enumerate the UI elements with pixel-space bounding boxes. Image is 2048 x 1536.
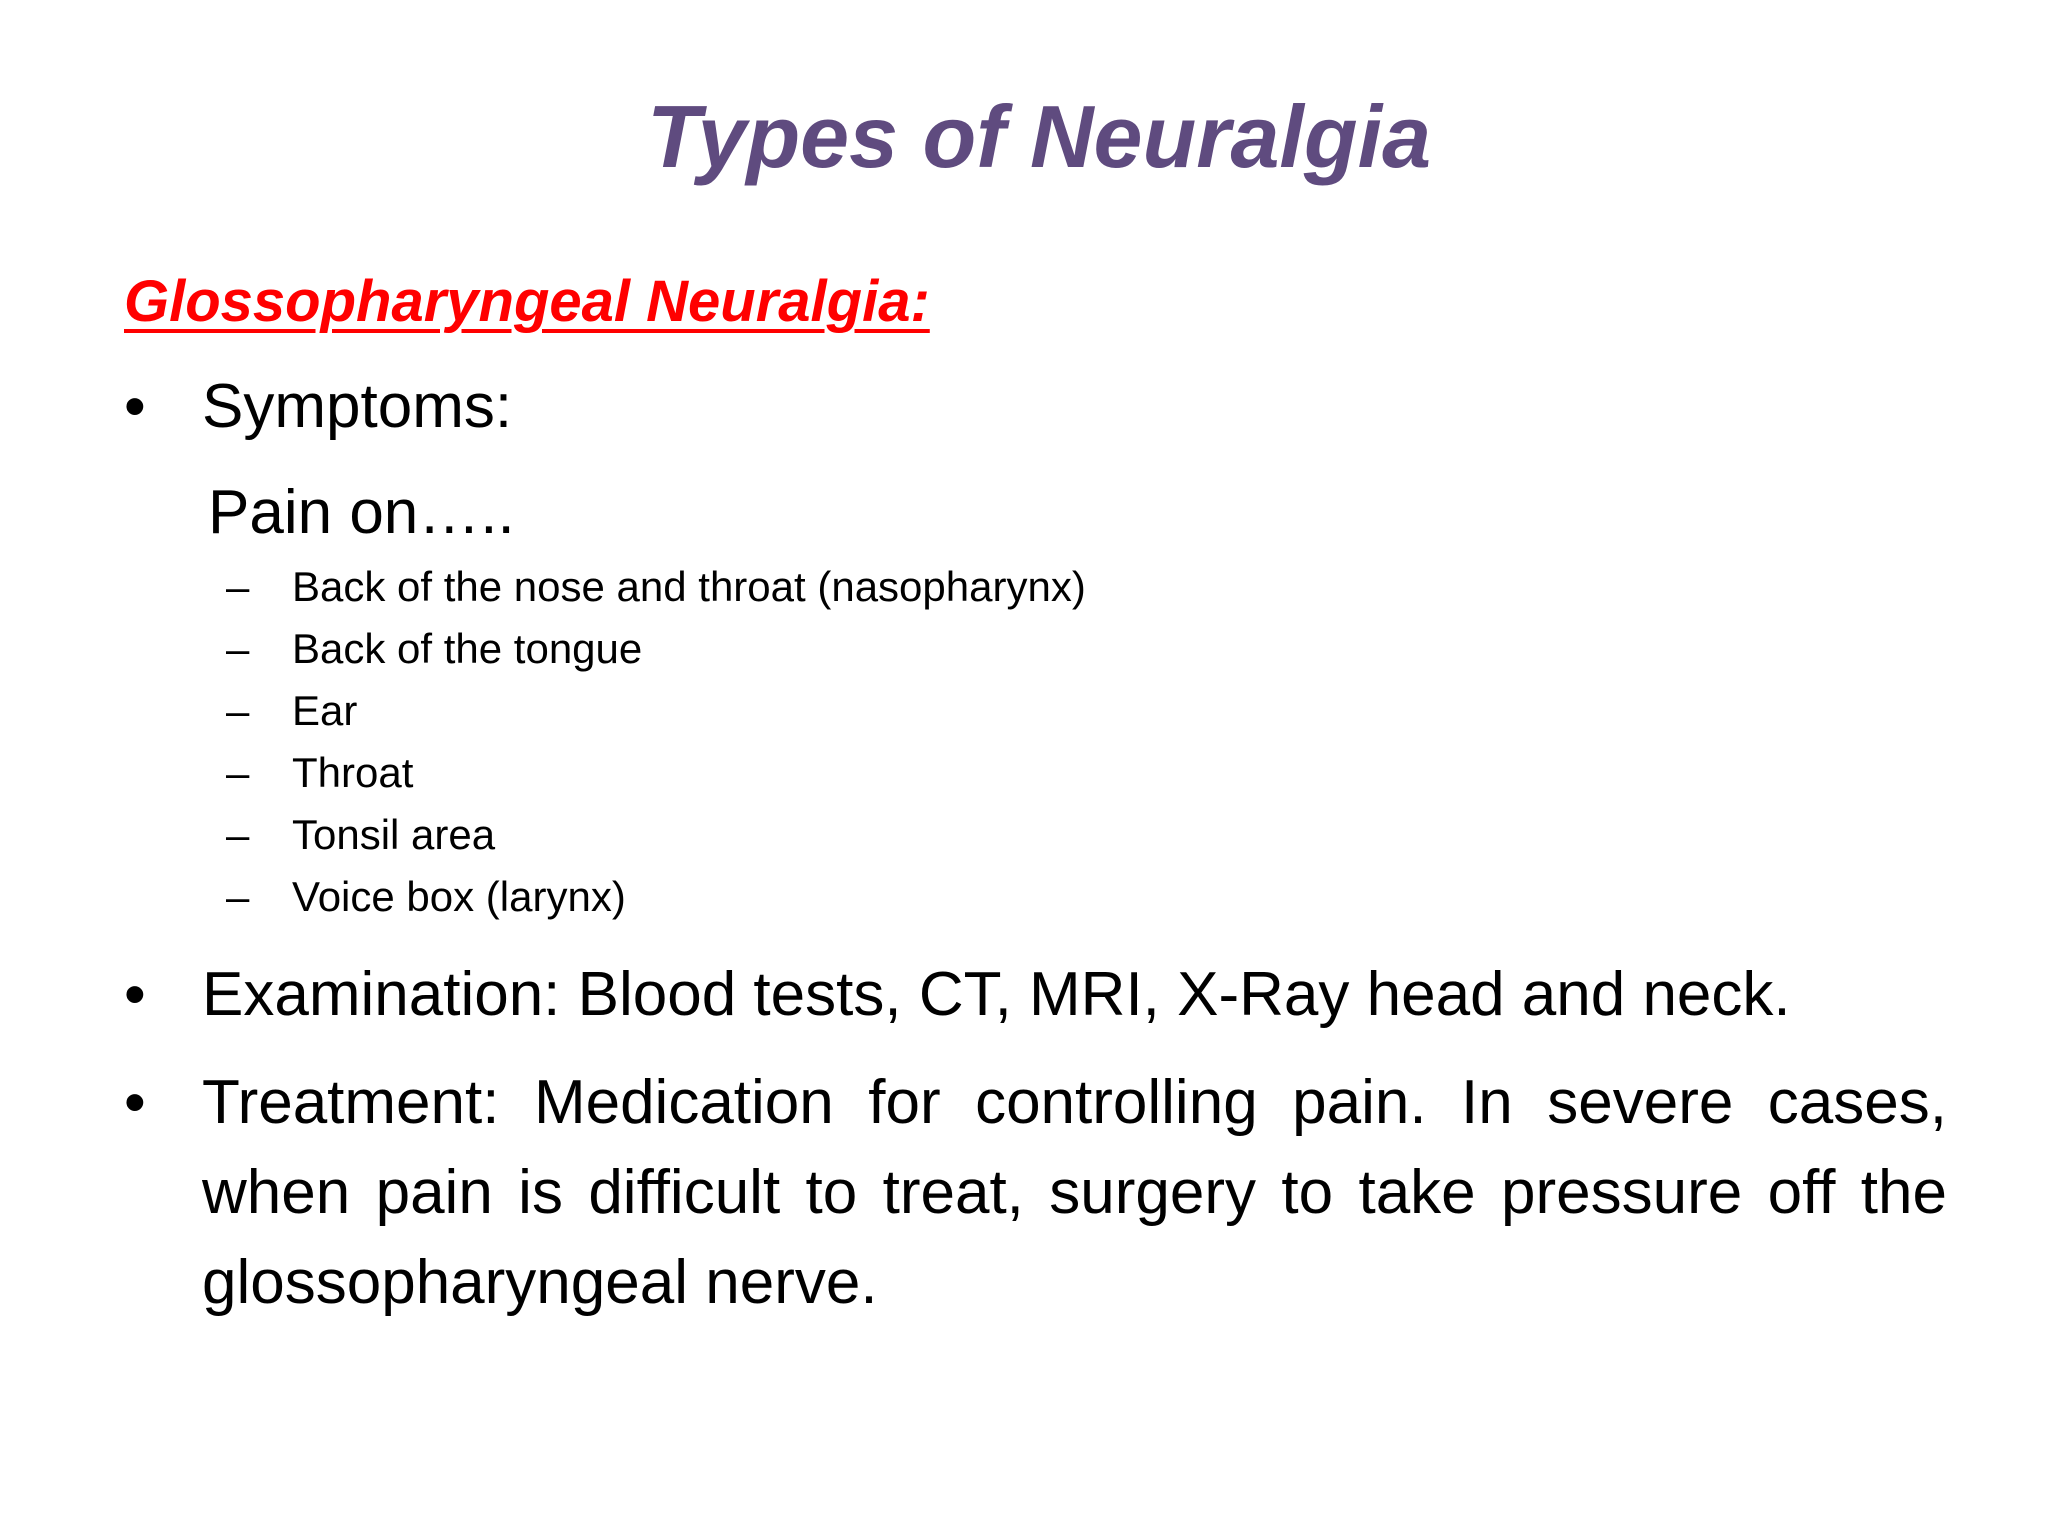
dash-marker: – <box>226 873 250 920</box>
dash-marker: – <box>226 563 250 610</box>
bullet-text: Symptoms: <box>202 372 513 441</box>
dash-marker: – <box>226 625 250 672</box>
pain-intro: Pain on….. <box>208 478 515 547</box>
dash-marker: – <box>226 811 250 858</box>
section-heading: Glossopharyngeal Neuralgia: <box>124 269 930 334</box>
list-item-text: Tonsil area <box>292 811 496 858</box>
bullet-marker: • <box>124 1068 146 1137</box>
list-item-text: Back of the tongue <box>292 625 643 672</box>
bullet-text: Examination: Blood tests, CT, MRI, X-Ray head and neck. <box>202 960 1791 1029</box>
bullet-marker: • <box>124 372 146 441</box>
dash-marker: – <box>226 749 250 796</box>
list-item-text: Throat <box>292 749 414 796</box>
slide-title: Types of Neuralgia <box>646 87 1432 186</box>
dash-marker: – <box>226 687 250 734</box>
bullet-marker: • <box>124 960 146 1029</box>
list-item-text: Ear <box>292 687 358 734</box>
bullet-text: Treatment: Medication for controlling pain. In severe cases, when pain is difficult to treat, surgery to take pressure off the glossopharyngeal nerve. <box>202 1068 1947 1317</box>
list-item-text: Back of the nose and throat (nasopharynx) <box>292 563 1086 610</box>
list-item-text: Voice box (larynx) <box>292 873 626 920</box>
